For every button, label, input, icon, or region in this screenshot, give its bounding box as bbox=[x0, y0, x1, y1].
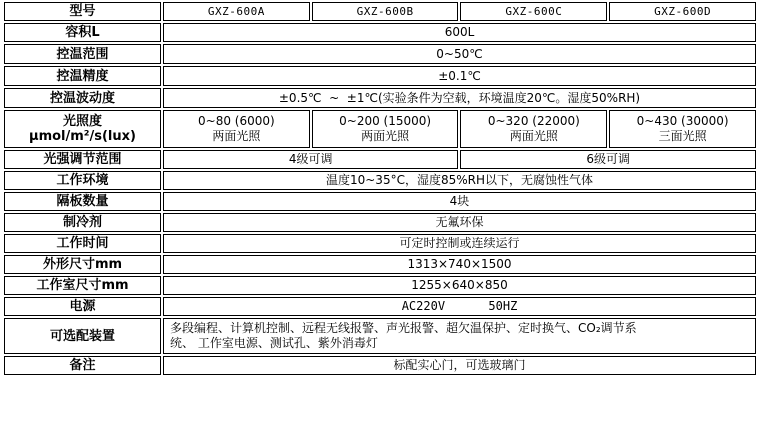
illumination-value-a bbox=[163, 110, 310, 148]
spec-table bbox=[2, 0, 758, 377]
options-value bbox=[163, 318, 756, 354]
illumination-row bbox=[4, 110, 756, 148]
power-value: AC220V 50HZ bbox=[163, 297, 756, 316]
illumination-a-mode: 两面光照 bbox=[212, 129, 261, 143]
refrigerant-value: 无氟环保 bbox=[163, 213, 756, 232]
temp-precision-label: 控温精度 bbox=[4, 66, 161, 86]
outer-size-value: 1313×740×1500 bbox=[163, 255, 756, 274]
header-row bbox=[4, 2, 756, 21]
power-row bbox=[4, 297, 756, 316]
chamber-size-value: 1255×640×850 bbox=[163, 276, 756, 295]
light-adjust-label: 光强调节范围 bbox=[4, 150, 161, 169]
notes-label: 备注 bbox=[4, 356, 161, 375]
temp-precision-value: ±0.1℃ bbox=[163, 66, 756, 86]
illumination-c-mode: 两面光照 bbox=[509, 129, 558, 143]
illumination-c-range: 0~320 (22000) bbox=[487, 114, 580, 128]
shelves-label: 隔板数量 bbox=[4, 192, 161, 211]
work-env-row bbox=[4, 171, 756, 190]
chamber-size-row bbox=[4, 276, 756, 295]
shelves-row bbox=[4, 192, 756, 211]
power-label: 电源 bbox=[4, 297, 161, 316]
outer-size-row bbox=[4, 255, 756, 274]
work-env-value: 温度10~35°C，湿度85%RH以下，无腐蚀性气体 bbox=[163, 171, 756, 190]
illumination-d-range: 0~430 (30000) bbox=[636, 114, 729, 128]
refrigerant-label: 制冷剂 bbox=[4, 213, 161, 232]
model-header-label: 型号 bbox=[4, 2, 161, 21]
illumination-label-line2: μmol/m²/s(lux) bbox=[29, 129, 136, 144]
light-adjust-value-right: 6级可调 bbox=[460, 150, 756, 169]
light-adjust-row bbox=[4, 150, 756, 169]
options-line1: 多段编程、计算机控制、远程无线报警、声光报警、超欠温保护、定时换气、CO₂调节系 bbox=[170, 321, 637, 335]
temp-fluctuation-label: 控温波动度 bbox=[4, 88, 161, 108]
work-time-row bbox=[4, 234, 756, 253]
temp-range-label: 控温范围 bbox=[4, 44, 161, 64]
chamber-size-label: 工作室尺寸mm bbox=[4, 276, 161, 295]
outer-size-label: 外形尺寸mm bbox=[4, 255, 161, 274]
capacity-value: 600L bbox=[163, 23, 756, 42]
illumination-d-mode: 三面光照 bbox=[658, 129, 707, 143]
notes-value: 标配实心门，可选玻璃门 bbox=[163, 356, 756, 375]
illumination-b-mode: 两面光照 bbox=[361, 129, 410, 143]
options-label: 可选配装置 bbox=[4, 318, 161, 354]
illumination-label bbox=[4, 110, 161, 148]
model-a: GXZ-600A bbox=[163, 2, 310, 21]
temp-fluctuation-value: ±0.5℃ ~ ±1℃(实验条件为空载，环境温度20℃。湿度50%RH) bbox=[163, 88, 756, 108]
work-time-label: 工作时间 bbox=[4, 234, 161, 253]
illumination-a-range: 0~80 (6000) bbox=[198, 114, 275, 128]
notes-row bbox=[4, 356, 756, 375]
temp-fluctuation-row bbox=[4, 88, 756, 108]
temp-range-row bbox=[4, 44, 756, 64]
illumination-label-line1: 光照度 bbox=[62, 114, 102, 129]
illumination-value-b bbox=[312, 110, 459, 148]
model-d: GXZ-600D bbox=[609, 2, 756, 21]
temp-range-value: 0~50℃ bbox=[163, 44, 756, 64]
illumination-value-c bbox=[460, 110, 607, 148]
capacity-label: 容积L bbox=[4, 23, 161, 42]
illumination-value-d bbox=[609, 110, 756, 148]
model-b: GXZ-600B bbox=[312, 2, 459, 21]
refrigerant-row bbox=[4, 213, 756, 232]
model-c: GXZ-600C bbox=[460, 2, 607, 21]
options-row bbox=[4, 318, 756, 354]
work-time-value: 可定时控制或连续运行 bbox=[163, 234, 756, 253]
temp-precision-row bbox=[4, 66, 756, 86]
shelves-value: 4块 bbox=[163, 192, 756, 211]
work-env-label: 工作环境 bbox=[4, 171, 161, 190]
capacity-row bbox=[4, 23, 756, 42]
options-line2: 统、 工作室电源、测试孔、紫外消毒灯 bbox=[170, 336, 378, 350]
illumination-b-range: 0~200 (15000) bbox=[339, 114, 432, 128]
light-adjust-value-left: 4级可调 bbox=[163, 150, 458, 169]
